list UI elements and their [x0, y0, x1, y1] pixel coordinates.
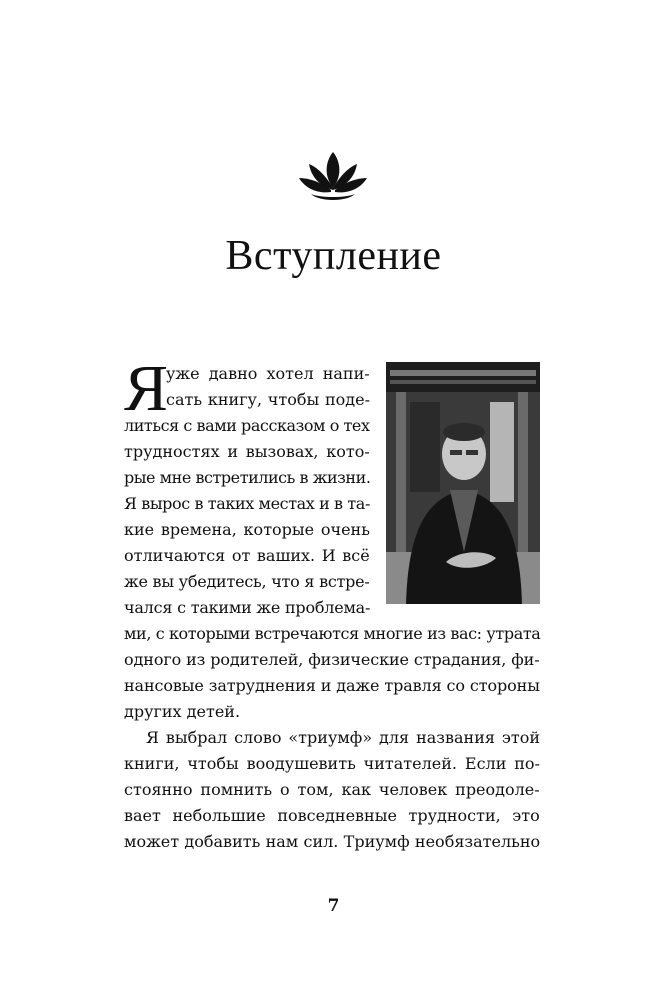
text-line: книги, чтобы воодушевить читателей. Если по- [124, 754, 540, 773]
text-line: чался с такими же проблема- [124, 598, 371, 617]
text-line: одного из родителей, физические страдания, фи- [124, 650, 540, 669]
author-photo [386, 362, 540, 604]
page-title: Вступление [225, 233, 442, 279]
text-line: ми, с которыми встречаются многие из вас: утрата [124, 624, 541, 643]
text-line: других детей. [124, 702, 241, 721]
text-line: же вы убедитесь, что я встре- [124, 572, 370, 591]
text-line: трудностях и вызовах, кото- [124, 442, 370, 461]
text-line: сать книгу, чтобы поде- [166, 390, 370, 409]
text-line: литься с вами рассказом о тех [124, 416, 370, 435]
text-line: вает небольшие повседневные трудности, это [124, 806, 540, 825]
text-line: отличаются от ваших. И всё [124, 546, 370, 565]
text-line: кие времена, которые очень [124, 520, 370, 539]
drop-cap: Я [124, 352, 169, 425]
lotus-icon [297, 148, 369, 204]
text-line: уже давно хотел напи- [166, 364, 370, 383]
text-line: Я вырос в таких местах и в та- [124, 494, 370, 513]
page-number: 7 [327, 896, 340, 916]
text-line: может добавить нам сил. Триумф необязательно [124, 832, 541, 851]
text-line: рые мне встретились в жизни. [124, 468, 371, 487]
text-line: нансовые затруднения и даже травля со стороны [124, 676, 540, 695]
text-line: Я выбрал слово «триумф» для названия этой [146, 728, 540, 747]
text-line: стоянно помнить о том, как человек преодоле- [124, 780, 540, 799]
